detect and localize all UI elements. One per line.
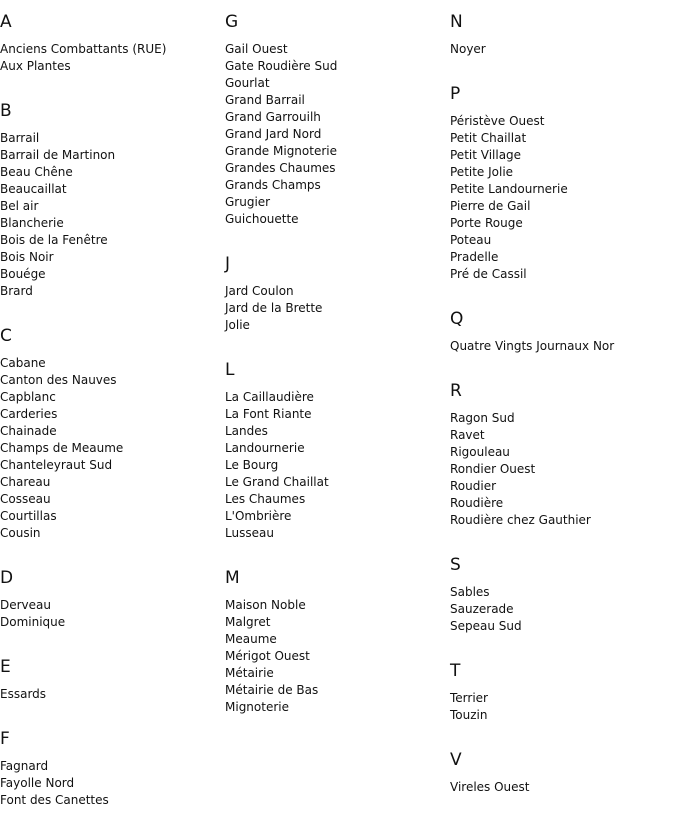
place-link[interactable]: Fagnard (0, 759, 49, 773)
place-link[interactable]: Dominique (0, 615, 66, 629)
place-link[interactable]: Ravet (450, 428, 485, 442)
place-list (225, 283, 447, 334)
place-link[interactable]: Malgret (225, 615, 271, 629)
place-link[interactable]: Rigouleau (450, 445, 510, 459)
place-link[interactable]: Beaucaillat (0, 182, 67, 196)
place-list (0, 41, 222, 75)
letter-heading: Q (450, 309, 464, 329)
place-link[interactable]: Jolie (225, 318, 250, 332)
place-link[interactable]: Bouége (0, 267, 46, 281)
place-link[interactable]: Anciens Combattants (RUE) (0, 42, 167, 56)
place-list (450, 410, 675, 529)
place-link[interactable]: Petite Jolie (450, 165, 514, 179)
letter-group (0, 11, 222, 75)
place-link[interactable]: Courtillas (0, 509, 57, 523)
letter-group (0, 100, 222, 300)
letter-group (450, 11, 675, 58)
place-link[interactable]: Derveau (0, 598, 51, 612)
place-list (0, 355, 222, 542)
place-link[interactable]: Grandes Chaumes (225, 161, 336, 175)
letter-group (450, 83, 675, 283)
column-3 (450, 0, 675, 821)
letter-heading: J (225, 254, 231, 274)
place-link[interactable]: Landes (225, 424, 268, 438)
place-link[interactable]: Poteau (450, 233, 492, 247)
letter-group (450, 380, 675, 529)
place-link[interactable]: Les Chaumes (225, 492, 306, 506)
place-link[interactable]: Beau Chêne (0, 165, 73, 179)
place-link[interactable]: Petit Chaillat (450, 131, 527, 145)
place-link[interactable]: Bois Noir (0, 250, 54, 264)
place-link[interactable]: Sauzerade (450, 602, 514, 616)
letter-heading: M (225, 568, 240, 588)
place-list (450, 779, 675, 796)
place-link[interactable]: Roudière (450, 496, 504, 510)
place-link[interactable]: Grande Mignoterie (225, 144, 337, 158)
place-link[interactable]: Capblanc (0, 390, 56, 404)
place-link[interactable]: Roudière chez Gauthier (450, 513, 591, 527)
place-list (450, 338, 675, 355)
place-link[interactable]: Noyer (450, 42, 486, 56)
place-list (225, 389, 447, 542)
place-link[interactable]: Petit Village (450, 148, 522, 162)
place-link[interactable]: Grugier (225, 195, 271, 209)
letter-heading: P (450, 84, 461, 104)
letter-heading: B (0, 101, 12, 121)
place-link[interactable]: Sables (450, 585, 490, 599)
place-list (0, 758, 222, 809)
letter-group (0, 656, 222, 703)
letter-heading: A (0, 12, 12, 32)
place-link[interactable]: Pré de Cassil (450, 267, 527, 281)
place-link[interactable]: Cousin (0, 526, 41, 540)
place-link[interactable]: La Font Riante (225, 407, 312, 421)
place-link[interactable]: Jard Coulon (225, 284, 294, 298)
place-link[interactable]: Bel air (0, 199, 39, 213)
letter-heading: F (0, 729, 10, 749)
place-link[interactable]: Guichouette (225, 212, 299, 226)
column-1 (0, 0, 222, 834)
letter-group (450, 660, 675, 724)
place-link[interactable]: L'Ombrière (225, 509, 292, 523)
place-link[interactable]: Pradelle (450, 250, 499, 264)
place-link[interactable]: Rondier Ouest (450, 462, 536, 476)
letter-group (450, 554, 675, 635)
place-link[interactable]: Vireles Ouest (450, 780, 530, 794)
place-list (225, 41, 447, 228)
letter-heading: S (450, 555, 461, 575)
place-link[interactable]: Cabane (0, 356, 46, 370)
place-link[interactable]: Métairie (225, 666, 274, 680)
place-link[interactable]: Sepeau Sud (450, 619, 522, 633)
place-link[interactable]: Le Grand Chaillat (225, 475, 329, 489)
letter-heading: E (0, 657, 11, 677)
letter-group (450, 749, 675, 796)
place-link[interactable]: Champs de Meaume (0, 441, 124, 455)
letter-group (0, 567, 222, 631)
letter-group (225, 359, 447, 542)
place-list (0, 597, 222, 631)
place-link[interactable]: Porte Rouge (450, 216, 523, 230)
letter-group (0, 728, 222, 809)
place-list (450, 584, 675, 635)
place-link[interactable]: Ragon Sud (450, 411, 515, 425)
place-link[interactable]: Pierre de Gail (450, 199, 531, 213)
place-link[interactable]: Blancherie (0, 216, 64, 230)
letter-group (225, 253, 447, 334)
letter-heading: V (450, 750, 462, 770)
place-list (450, 41, 675, 58)
place-link[interactable]: Barrail de Martinon (0, 148, 116, 162)
place-link[interactable]: Gate Roudière Sud (225, 59, 338, 73)
place-list (450, 690, 675, 724)
letter-heading: D (0, 568, 14, 588)
place-link[interactable]: Métairie de Bas (225, 683, 319, 697)
place-link[interactable]: Gail Ouest (225, 42, 288, 56)
letter-group (450, 308, 675, 355)
place-link[interactable]: Jard de la Brette (225, 301, 323, 315)
place-link[interactable]: Grands Champs (225, 178, 321, 192)
place-list (225, 597, 447, 716)
letter-heading: G (225, 12, 239, 32)
letter-group (225, 567, 447, 716)
place-link[interactable]: Lusseau (225, 526, 274, 540)
letter-group (0, 325, 222, 542)
place-link[interactable]: Terrier (450, 691, 488, 705)
place-link[interactable]: Touzin (450, 708, 488, 722)
place-link[interactable]: Gourlat (225, 76, 270, 90)
place-link[interactable]: Meaume (225, 632, 277, 646)
place-list (0, 130, 222, 300)
place-link[interactable]: Carderies (0, 407, 58, 421)
place-link[interactable]: Péristève Ouest (450, 114, 545, 128)
place-link[interactable]: Essards (0, 687, 47, 701)
place-link[interactable]: Grand Barrail (225, 93, 305, 107)
letter-heading: R (450, 381, 462, 401)
letter-heading: C (0, 326, 12, 346)
place-link[interactable]: Canton des Nauves (0, 373, 117, 387)
place-list (0, 686, 222, 703)
place-link[interactable]: Brard (0, 284, 33, 298)
place-link[interactable]: Cosseau (0, 492, 51, 506)
place-link[interactable]: Roudier (450, 479, 497, 493)
place-link[interactable]: Grand Jard Nord (225, 127, 322, 141)
place-link[interactable]: Mérigot Ouest (225, 649, 310, 663)
letter-heading: N (450, 12, 463, 32)
place-link[interactable]: Mignoterie (225, 700, 289, 714)
place-link[interactable]: Quatre Vingts Journaux Nor (450, 339, 615, 353)
place-link[interactable]: Fayolle Nord (0, 776, 75, 790)
letter-heading: L (225, 360, 235, 380)
column-2 (225, 0, 447, 741)
place-link[interactable]: Chareau (0, 475, 51, 489)
place-link[interactable]: Landournerie (225, 441, 305, 455)
place-link[interactable]: Petite Landournerie (450, 182, 568, 196)
place-link[interactable]: Chainade (0, 424, 57, 438)
place-link[interactable]: Bois de la Fenêtre (0, 233, 108, 247)
place-list (450, 113, 675, 283)
place-link[interactable]: Barrail (0, 131, 40, 145)
place-link[interactable]: Font des Canettes (0, 793, 109, 807)
place-link[interactable]: La Caillaudière (225, 390, 314, 404)
place-link[interactable]: Aux Plantes (0, 59, 71, 73)
place-link[interactable]: Le Bourg (225, 458, 279, 472)
place-link[interactable]: Chanteleyraut Sud (0, 458, 113, 472)
place-link[interactable]: Maison Noble (225, 598, 306, 612)
letter-heading: T (450, 661, 461, 681)
place-link[interactable]: Grand Garrouilh (225, 110, 321, 124)
letter-group (225, 11, 447, 228)
